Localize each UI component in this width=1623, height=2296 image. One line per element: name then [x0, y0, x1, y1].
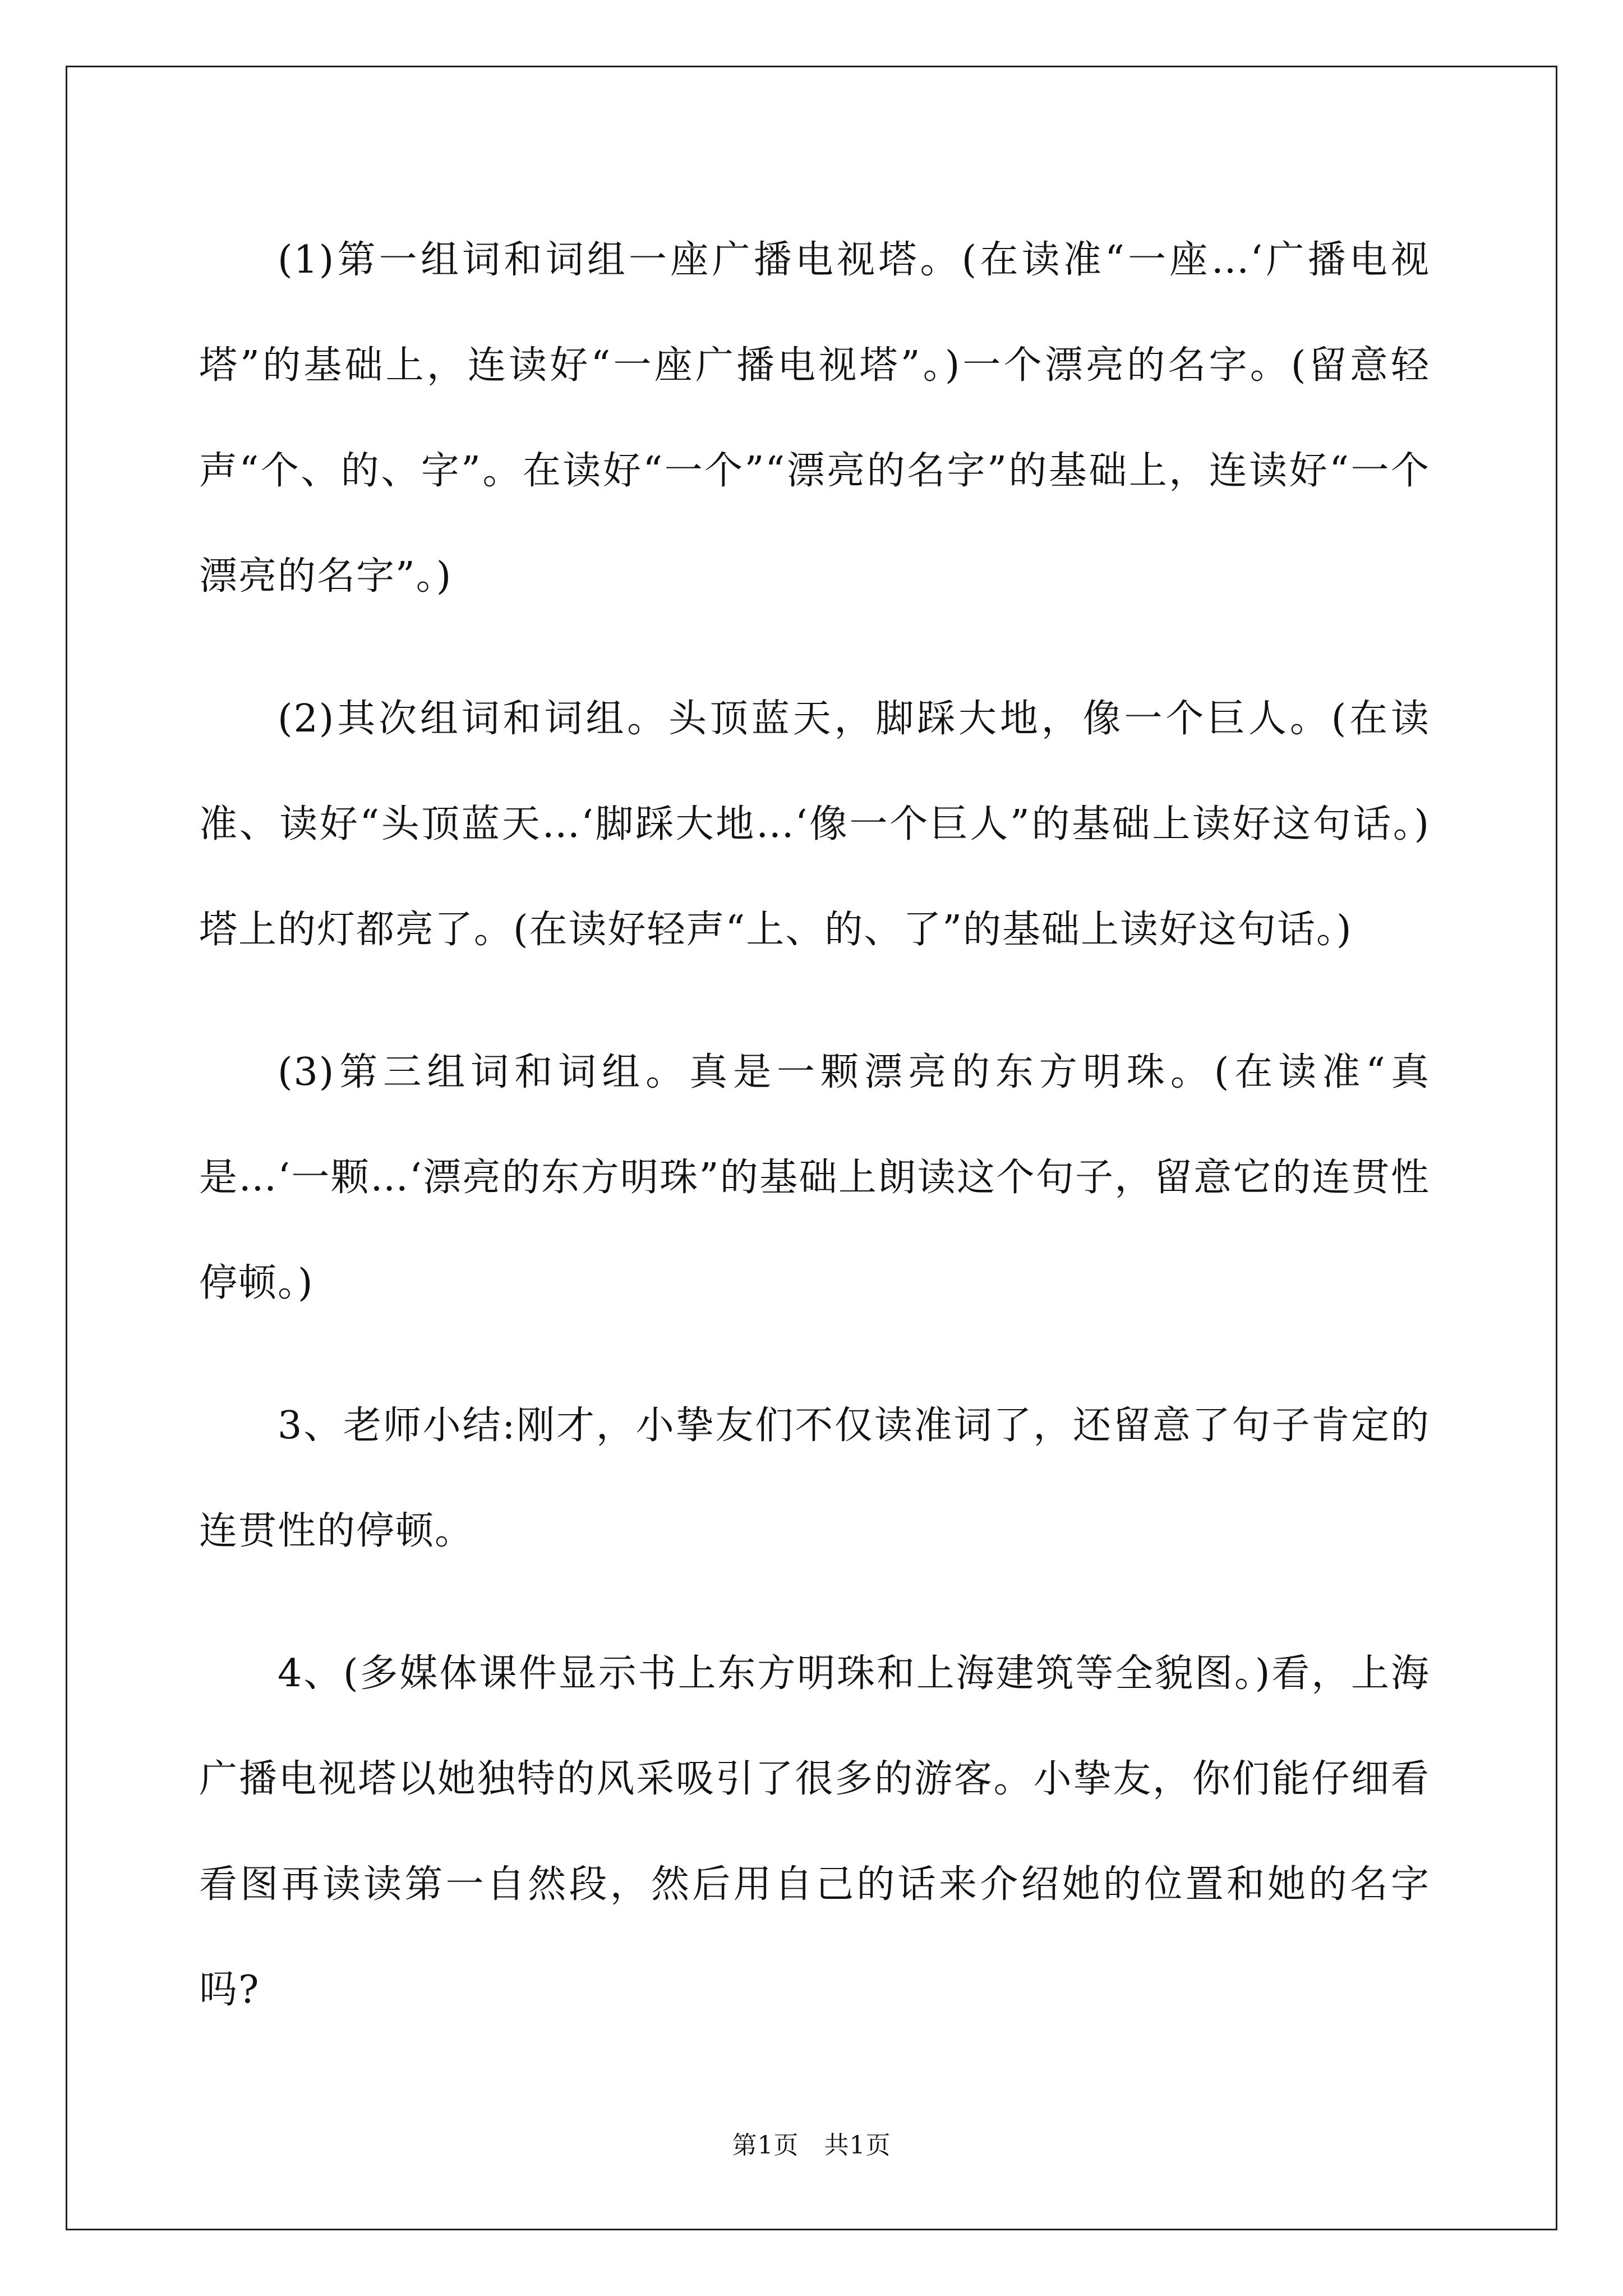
paragraph-4: 3、老师小结:刚才，小挚友们不仅读准词了，还留意了句子肯定的连贯性的停顿。 — [199, 1404, 1430, 1553]
paragraph-3: (3)第三组词和词组。真是一颗漂亮的东方明珠。(在读准“真是…‘一颗…‘漂亮的东方明珠”的基础上朗读这个句子，留意它的连贯性停顿。) — [199, 1050, 1430, 1305]
paragraph-2: (2)其次组词和词组。头顶蓝天，脚踩大地，像一个巨人。(在读准、读好“头顶蓝天…‘脚踩大地…‘像一个巨人”的基础上读好这句话。)塔上的灯都亮了。(在读好轻声“上、的、了”的基础上读好这句话。) — [199, 697, 1430, 952]
paragraph-5: 4、(多媒体课件显示书上东方明珠和上海建筑等全貌图。)看，上海广播电视塔以她独特的风采吸引了很多的游客。小挚友，你们能仔细看看图再读读第一自然段，然后用自己的话来介绍她的位置和她的名字吗? — [199, 1651, 1430, 2012]
paragraph-1: (1)第一组词和词组一座广播电视塔。(在读准“一座…‘广播电视塔”的基础上，连读好“一座广播电视塔”。)一个漂亮的名字。(留意轻声“个、的、字”。在读好“一个”“漂亮的名字”的基础上，连读好“一个漂亮的名字”。) — [199, 238, 1430, 599]
document-body — [199, 208, 1430, 2080]
page-footer: 第1页 共1页 — [732, 2131, 891, 2160]
